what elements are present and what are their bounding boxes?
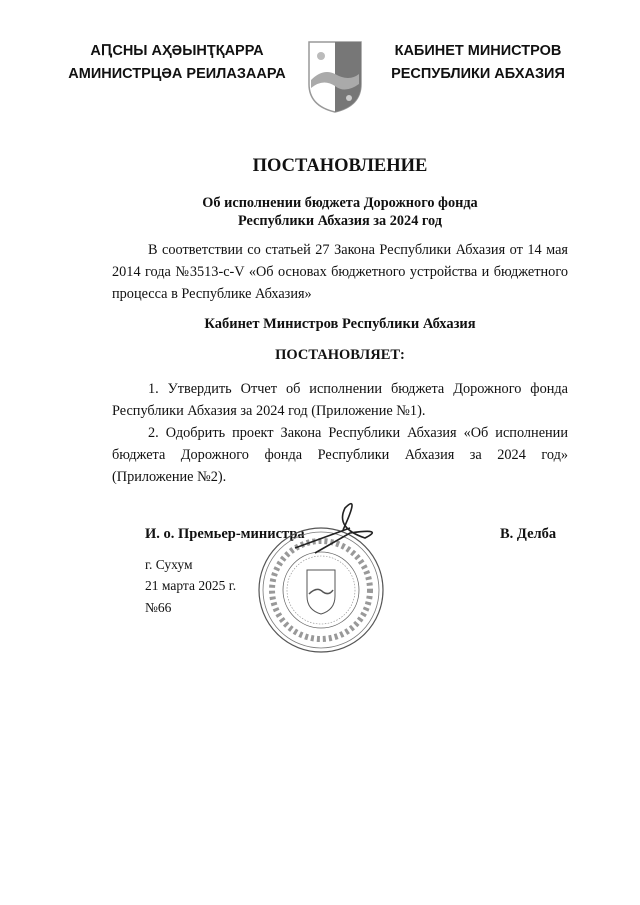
document-subtitle [112, 194, 568, 230]
header-right-line2: РЕСПУБЛИКИ АБХАЗИЯ [391, 66, 565, 82]
header-left [62, 40, 292, 86]
header-left-line2: АМИНИСТРЦӘА РЕИЛАЗААРА [68, 66, 286, 82]
resolution-item-1: 1. Утвердить Отчет об исполнении бюджета Дорожного фонда Республики Абхазия за 2024 год (Приложение №1). [112, 381, 568, 419]
header-left-line1: АԤСНЫ АҲӘЫНҬҚАРРА [90, 43, 264, 59]
resolution-item-2: 2. Одобрить проект Закона Республики Абхазия «Об исполнении бюджета Дорожного фонда Республики Абхазия за 2024 год» (Приложение №2). [112, 425, 568, 485]
signatory-name: В. Делба [500, 526, 557, 542]
coat-of-arms-emblem [305, 38, 365, 114]
header-right-line1: КАБИНЕТ МИНИСТРОВ [394, 43, 562, 59]
signatory-position: И. о. Премьер-министра [145, 526, 305, 542]
document-number: №66 [145, 600, 172, 615]
subtitle-line1: Об исполнении бюджета Дорожного фонда [202, 195, 478, 211]
place: г. Сухум [145, 557, 193, 572]
document-title: ПОСТАНОВЛЕНИЕ [252, 156, 428, 176]
date: 21 марта 2025 г. [145, 578, 237, 593]
header-right [378, 40, 578, 86]
subtitle-line2: Республики Абхазия за 2024 год [237, 213, 443, 229]
preamble-paragraph: В соответствии со статьей 27 Закона Республики Абхазия от 14 мая 2014 года №3513-с-V «Об основах бюджетного устройства и бюджетного процесса в Республике Абхазия» [112, 242, 568, 302]
official-stamp [255, 498, 405, 658]
resolves-heading: ПОСТАНОВЛЯЕТ: [275, 347, 405, 363]
authority-line: Кабинет Министров Республики Абхазия [204, 316, 476, 332]
